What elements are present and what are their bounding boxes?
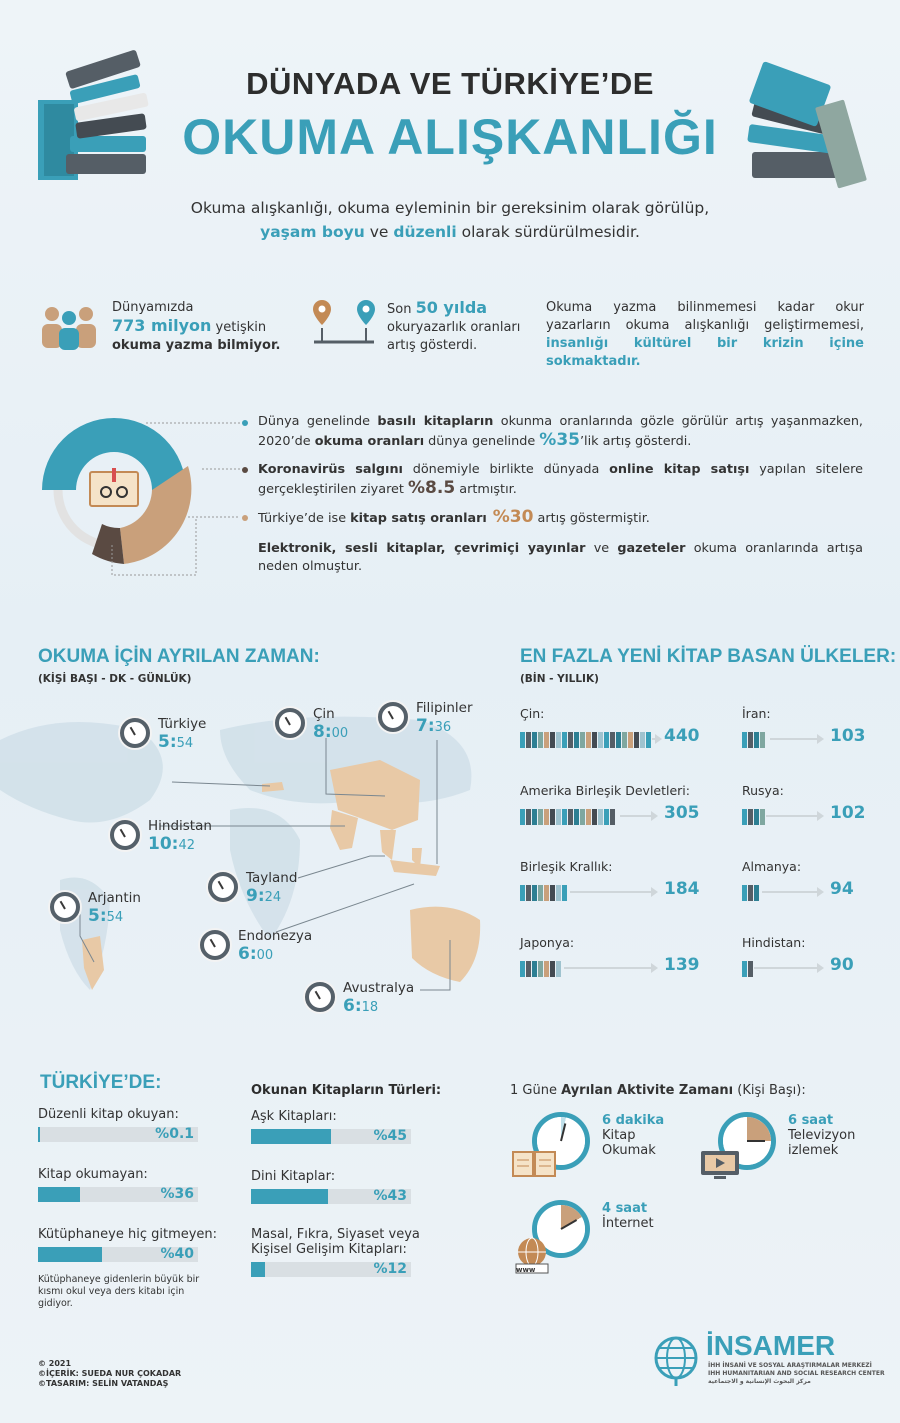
- percent-bar: [251, 1129, 411, 1144]
- book-spine: [598, 809, 603, 825]
- reading-time-subtitle: (KİŞİ BAŞI - DK - GÜNLÜK): [38, 673, 192, 685]
- city-time-m: 18: [361, 1000, 379, 1015]
- footer-line3: ©TASARIM: SELİN VATANDAŞ: [38, 1379, 169, 1388]
- percent-bar-fill: [251, 1129, 331, 1144]
- bar-label: Masal, Fıkra, Siyaset veya Kişisel Gelişim Kitapları:: [251, 1227, 420, 1257]
- intro-highlight-2: düzenli: [393, 223, 457, 241]
- percent-bar: [38, 1127, 198, 1142]
- book-spine: [586, 732, 591, 748]
- percent-bar-fill: [251, 1262, 265, 1277]
- book-spine: [748, 809, 753, 825]
- percent-bar: [251, 1262, 411, 1277]
- b1-big: %35: [539, 430, 580, 450]
- b4-b: ve: [585, 541, 618, 556]
- turkey-title: TÜRKİYE’DE:: [40, 1072, 162, 1093]
- book-spine: [538, 961, 543, 977]
- clock-icon: [378, 702, 408, 732]
- percent-value: %0.1: [155, 1126, 194, 1142]
- city-name: Endonezya: [238, 928, 313, 944]
- city-time-h: 8:: [313, 722, 332, 742]
- clock-icon: [305, 982, 335, 1012]
- book-spine: [754, 885, 759, 901]
- city-reading-time: [416, 700, 473, 736]
- city-time-m: 00: [256, 948, 274, 963]
- b2-d: yapılan sitelere gerçekleştirilen ziyaret: [258, 462, 863, 497]
- clock-icon: [275, 708, 305, 738]
- b3-a: Türkiye’de ise: [258, 511, 351, 526]
- stat-illiteracy-a: Dünyamızda: [112, 300, 194, 315]
- activity-internet: [602, 1201, 654, 1231]
- city-time: [246, 886, 297, 906]
- city-time-h: 5:: [158, 732, 177, 752]
- city-reading-time: [246, 870, 297, 906]
- book-spine: [550, 961, 555, 977]
- book-spine: [532, 961, 537, 977]
- book-spine: [520, 885, 525, 901]
- country-name: İran:: [742, 706, 771, 721]
- book-spine: [628, 732, 633, 748]
- reading-time-title: OKUMA İÇİN AYRILAN ZAMAN:: [38, 646, 320, 667]
- tv-icon: [700, 1150, 740, 1180]
- book-spine: [742, 961, 747, 977]
- book-spine: [538, 885, 543, 901]
- city-time-m: 24: [264, 890, 282, 905]
- city-time-h: 6:: [343, 996, 362, 1016]
- intro-end: olarak sürdürülmesidir.: [456, 223, 640, 241]
- country-book-count: 440: [664, 726, 700, 746]
- activity-title-b: Ayrılan Aktivite Zamanı: [561, 1083, 734, 1098]
- book-spine: [532, 885, 537, 901]
- stat-illiteracy-b: yetişkin: [211, 320, 267, 335]
- book-spine: [646, 732, 651, 748]
- book-spine: [550, 885, 555, 901]
- country-name: Japonya:: [520, 935, 575, 950]
- arrow-icon: [766, 815, 822, 817]
- city-time: [158, 732, 206, 752]
- city-time-m: 54: [176, 736, 194, 751]
- map-india: [330, 810, 358, 850]
- book-row-icon: [520, 803, 618, 825]
- activity-title-c: (Kişi Başı):: [733, 1083, 806, 1098]
- book-spine: [742, 809, 747, 825]
- country-book-count: 102: [830, 803, 866, 823]
- percent-bar: [38, 1247, 198, 1262]
- bar-label: Aşk Kitapları:: [251, 1109, 337, 1124]
- logo-sub2: IHH HUMANITARIAN AND SOCIAL RESEARCH CENTER: [708, 1370, 885, 1377]
- book-spine: [592, 809, 597, 825]
- city-name: Türkiye: [158, 716, 207, 732]
- insamer-logo-text: İNSAMER: [706, 1330, 836, 1361]
- book-spine: [634, 732, 639, 748]
- book-row-icon: [742, 726, 768, 748]
- city-time-m: 00: [331, 726, 349, 741]
- book-spine: [562, 732, 567, 748]
- city-reading-time: [343, 980, 414, 1016]
- footer-line2: ©İÇERİK: SUEDA NUR ÇOKADAR: [38, 1369, 182, 1378]
- book-spine: [604, 809, 609, 825]
- arrow-icon: [570, 891, 656, 893]
- book-spine: [604, 732, 609, 748]
- bar-label: Dini Kitaplar:: [251, 1169, 336, 1184]
- library-note: Kütüphaneye gidenlerin büyük bir kısmı okul veya ders kitabı için gidiyor.: [38, 1274, 200, 1309]
- city-time-h: 6:: [238, 944, 257, 964]
- arrow-icon: [620, 815, 656, 817]
- percent-bar: [38, 1187, 198, 1202]
- arrow-icon: [770, 738, 822, 740]
- book-spine: [574, 809, 579, 825]
- book-spine: [580, 732, 585, 748]
- book-row-icon: [520, 879, 568, 901]
- book-spine: [598, 732, 603, 748]
- clock-icon: [50, 892, 80, 922]
- insamer-logo-sub: [708, 1362, 885, 1386]
- city-name: Avustralya: [343, 980, 415, 996]
- city-time-m: 42: [178, 838, 196, 853]
- activity-reading-l1: Kitap: [602, 1128, 636, 1143]
- clock-icon: [208, 872, 238, 902]
- bullet-turkey-sales: [258, 508, 863, 528]
- book-spine: [532, 809, 537, 825]
- clock-icon: [120, 718, 150, 748]
- city-time-h: 5:: [88, 906, 107, 926]
- percent-bar-fill: [38, 1187, 80, 1202]
- b4-c: gazeteler: [617, 541, 686, 556]
- stat-illiteracy-big: 773 milyon: [112, 316, 212, 335]
- book-spine: [574, 732, 579, 748]
- book-spine: [622, 732, 627, 748]
- country-name: Birleşik Krallık:: [520, 859, 613, 874]
- country-name: Rusya:: [742, 783, 784, 798]
- country-name: Amerika Birleşik Devletleri:: [520, 783, 690, 798]
- book-spine: [550, 809, 555, 825]
- city-time: [313, 722, 348, 742]
- country-book-count: 305: [664, 803, 700, 823]
- b1-a: Dünya genelinde: [258, 414, 378, 429]
- logo-sub1: İHH İNSANİ VE SOSYAL ARAŞTIRMALAR MERKEZİ: [708, 1362, 872, 1369]
- publishers-subtitle: (BİN - YILLIK): [520, 673, 599, 685]
- book-spine: [748, 732, 753, 748]
- book-spine: [532, 732, 537, 748]
- city-time: [148, 834, 212, 854]
- publishers-title: EN FAZLA YENİ KİTAP BASAN ÜLKELER:: [520, 646, 897, 667]
- book-spine: [586, 809, 591, 825]
- book-spine: [544, 732, 549, 748]
- clock-icon: [200, 930, 230, 960]
- b3-big: %30: [486, 507, 534, 527]
- city-time: [416, 716, 473, 736]
- donut-connectors: [110, 415, 260, 580]
- city-name: Hindistan: [148, 818, 212, 834]
- arrow-icon: [762, 891, 822, 893]
- stat-literacy-a: Son: [387, 302, 416, 317]
- book-spine: [526, 732, 531, 748]
- stat-literacy-c: artış gösterdi.: [387, 338, 478, 353]
- bar-label: Kütüphaneye hiç gitmeyen:: [38, 1227, 218, 1242]
- intro-mid: ve: [364, 223, 394, 241]
- book-spine: [562, 885, 567, 901]
- book-spine: [544, 809, 549, 825]
- percent-bar-fill: [251, 1189, 328, 1204]
- bar-label: Düzenli kitap okuyan:: [38, 1107, 179, 1122]
- country-name: Çin:: [520, 706, 545, 721]
- open-book-icon: [512, 1150, 556, 1178]
- city-time: [88, 906, 141, 926]
- country-book-count: 90: [830, 955, 854, 975]
- book-spine: [562, 809, 567, 825]
- city-time-h: 9:: [246, 886, 265, 906]
- book-spine: [754, 732, 759, 748]
- b1-d: okuma oranları: [314, 434, 425, 449]
- city-reading-time: [158, 716, 206, 752]
- book-spine: [748, 885, 753, 901]
- b4-d: okuma oranlarında artışa neden olmuştur.: [258, 541, 863, 574]
- intro-text: [120, 196, 780, 244]
- bullet-dot-2: [242, 467, 248, 473]
- world-map: [0, 700, 500, 1020]
- book-spine: [526, 961, 531, 977]
- book-spine: [520, 961, 525, 977]
- b2-a: Koronavirüs salgını: [258, 462, 403, 477]
- stat-illiteracy: [112, 299, 302, 355]
- book-spine: [742, 885, 747, 901]
- book-spine: [526, 885, 531, 901]
- b3-c: artış göstermiştir.: [533, 511, 650, 526]
- book-spine: [520, 809, 525, 825]
- percent-bar-fill: [38, 1247, 102, 1262]
- activity-reading: [602, 1113, 664, 1158]
- book-spine: [556, 961, 561, 977]
- book-spine: [520, 732, 525, 748]
- activity-reading-time: 6 dakika: [602, 1113, 665, 1128]
- intro-part1: Okuma alışkanlığı, okuma eyleminin bir gereksinim olarak görülüp,: [190, 199, 710, 217]
- book-row-icon: [520, 955, 562, 977]
- city-name: Arjantin: [88, 890, 141, 906]
- city-time: [343, 996, 414, 1016]
- activity-tv-l2: izlemek: [788, 1143, 839, 1158]
- percent-value: %36: [160, 1186, 194, 1202]
- book-spine: [760, 809, 765, 825]
- b1-e: dünya genelinde: [424, 434, 540, 449]
- www-label: www: [516, 1266, 536, 1274]
- activity-tv-l1: Televizyon: [788, 1128, 856, 1143]
- activity-title: [510, 1083, 806, 1098]
- book-spine: [610, 732, 615, 748]
- stat-literacy: [387, 299, 537, 355]
- book-spine: [550, 732, 555, 748]
- stat-literacy-b: okuryazarlık oranları: [387, 320, 521, 335]
- bullet-dot-3: [242, 515, 248, 521]
- book-spine: [754, 809, 759, 825]
- b2-b: dönemiyle birlikte dünyada: [402, 462, 610, 477]
- book-spine: [760, 732, 765, 748]
- activity-tv-time: 6 saat: [788, 1113, 834, 1128]
- country-name: Almanya:: [742, 859, 802, 874]
- book-spine: [580, 809, 585, 825]
- city-time-h: 7:: [416, 716, 435, 736]
- arrow-icon: [754, 967, 822, 969]
- bullet-dot-1: [242, 420, 248, 426]
- b2-big: %8.5: [408, 478, 456, 498]
- activity-title-a: 1 Güne: [510, 1083, 562, 1098]
- page-title-line1: DÜNYADA VE TÜRKİYE’DE: [246, 66, 654, 101]
- city-reading-time: [313, 706, 348, 742]
- city-time-m: 54: [106, 910, 124, 925]
- country-book-count: 94: [830, 879, 854, 899]
- book-row-icon: [742, 803, 764, 825]
- footer-line1: © 2021: [38, 1359, 72, 1368]
- city-name: Tayland: [246, 870, 298, 886]
- book-row-icon: [520, 726, 650, 748]
- arrow-icon: [564, 967, 656, 969]
- stat-crisis: [546, 299, 864, 371]
- activity-internet-l1: İnternet: [602, 1216, 654, 1231]
- b1-b: basılı kitapların: [377, 414, 494, 429]
- book-spine: [544, 885, 549, 901]
- book-spine: [526, 809, 531, 825]
- book-spine: [748, 961, 753, 977]
- b2-e: artmıştır.: [455, 482, 517, 497]
- city-reading-time: [148, 818, 212, 854]
- city-time: [238, 944, 312, 964]
- map-australia: [410, 907, 480, 982]
- book-spine: [616, 732, 621, 748]
- city-time-m: 36: [434, 720, 452, 735]
- city-reading-time: [88, 890, 141, 926]
- bullet-electronic: [258, 540, 863, 576]
- timeline-pin-icon: [310, 298, 378, 352]
- book-spine: [610, 809, 615, 825]
- stat-illiteracy-c: okuma yazma bilmiyor.: [112, 338, 281, 353]
- clock-icon: [110, 820, 140, 850]
- stat-crisis-hl: insanlığı kültürel bir krizin içine sokmaktadır.: [546, 336, 864, 369]
- book-spine: [742, 732, 747, 748]
- stat-crisis-a: Okuma yazma bilinmemesi kadar okur yazarların okuma alışkanlığı geliştirmemesi,: [546, 300, 864, 333]
- book-spine: [556, 885, 561, 901]
- book-spine: [568, 809, 573, 825]
- city-name: Çin: [313, 706, 335, 722]
- city-reading-time: [238, 928, 312, 964]
- book-row-icon: [742, 879, 760, 901]
- intro-highlight-1: yaşam boyu: [260, 223, 365, 241]
- b3-b: kitap satış oranları: [350, 511, 487, 526]
- b1-f: ’lik artış gösterdi.: [579, 434, 692, 449]
- percent-value: %12: [373, 1261, 407, 1277]
- book-types-title: Okunan Kitapların Türleri:: [251, 1083, 442, 1098]
- book-spine: [538, 809, 543, 825]
- activity-tv: [788, 1113, 855, 1158]
- country-name: Hindistan:: [742, 935, 806, 950]
- logo-sub3: مركز البحوث الإنسانية و الاجتماعية: [708, 1378, 811, 1385]
- footer-credits: [38, 1359, 181, 1389]
- country-book-count: 139: [664, 955, 700, 975]
- b4-a: Elektronik, sesli kitaplar, çevrimiçi yayınlar: [258, 541, 586, 556]
- activity-reading-l2: Okumak: [602, 1143, 656, 1158]
- country-book-count: 103: [830, 726, 866, 746]
- book-row-icon: [742, 955, 752, 977]
- percent-bar-fill: [38, 1127, 40, 1142]
- bullet-printed-books: [258, 413, 863, 451]
- country-book-count: 184: [664, 879, 700, 899]
- city-time-h: 10:: [148, 834, 179, 854]
- bullet-online-sales: [258, 461, 863, 499]
- b2-c: online kitap satışı: [609, 462, 750, 477]
- city-name: Filipinler: [416, 700, 473, 716]
- percent-bar: [251, 1189, 411, 1204]
- book-spine: [544, 961, 549, 977]
- activity-internet-time: 4 saat: [602, 1201, 648, 1216]
- arrow-icon: [652, 738, 660, 740]
- book-spine: [538, 732, 543, 748]
- book-spine: [556, 809, 561, 825]
- b1-c: okunma oranlarında gözle görülür artış yaşanmazken, 2020’de: [258, 414, 863, 449]
- book-spine: [592, 732, 597, 748]
- stat-literacy-big: 50 yılda: [415, 298, 488, 317]
- percent-value: %45: [373, 1128, 407, 1144]
- percent-value: %40: [160, 1246, 194, 1262]
- page-title-line2: OKUMA ALIŞKANLIĞI: [182, 109, 718, 165]
- insamer-globe-logo: [652, 1334, 700, 1388]
- percent-value: %43: [373, 1188, 407, 1204]
- book-spine: [568, 732, 573, 748]
- bar-label: Kitap okumayan:: [38, 1167, 148, 1182]
- book-spine: [640, 732, 645, 748]
- people-icon: [40, 302, 100, 350]
- book-spine: [556, 732, 561, 748]
